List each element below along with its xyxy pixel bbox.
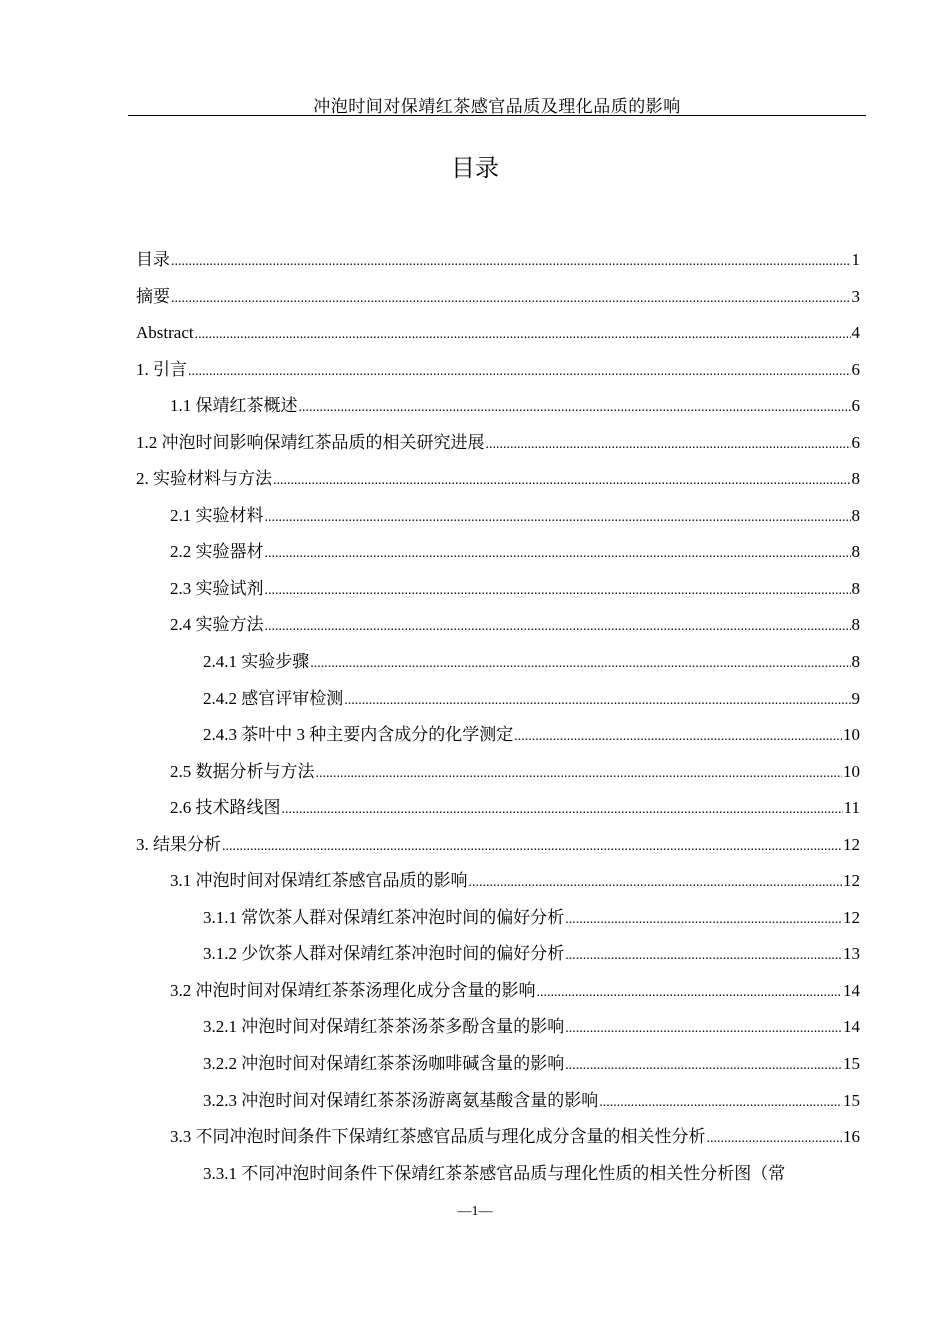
header-divider — [128, 115, 866, 116]
toc-leader-dots — [222, 827, 842, 866]
toc-entry[interactable] — [136, 607, 860, 644]
toc-leader-dots — [514, 717, 842, 756]
toc-entry[interactable] — [136, 352, 860, 389]
toc-entry-label: 2.5 数据分析与方法 — [170, 761, 315, 781]
toc-entry[interactable] — [136, 279, 860, 316]
toc-entry-page: 15 — [843, 1054, 860, 1074]
toc-entry-label: 3.3.1 不同冲泡时间条件下保靖红茶茶感官品质与理化性质的相关性分析图（常 — [203, 1163, 786, 1183]
toc-entry[interactable] — [136, 461, 860, 498]
toc-entry-page: 8 — [851, 505, 860, 525]
toc-leader-dots — [265, 498, 851, 537]
toc-leader-dots — [707, 1119, 843, 1158]
toc-entry-page: 14 — [843, 980, 860, 1000]
toc-entry-page: 16 — [843, 1127, 860, 1147]
toc-entry-page: 8 — [851, 652, 860, 672]
toc-leader-dots — [195, 315, 851, 354]
toc-entry-page: 9 — [851, 688, 860, 708]
toc-entry-page: 11 — [843, 798, 860, 818]
toc-entry-label: 1. 引言 — [136, 359, 187, 379]
toc-leader-dots — [344, 681, 850, 720]
toc-entry[interactable] — [136, 1156, 860, 1193]
toc-entry-page: 14 — [843, 1017, 860, 1037]
toc-leader-dots — [171, 242, 851, 281]
toc-entry-page: 8 — [851, 615, 860, 635]
toc-entry[interactable] — [136, 1046, 860, 1083]
toc-entry[interactable] — [136, 498, 860, 535]
toc-leader-dots — [273, 461, 851, 500]
toc-leader-dots — [265, 571, 851, 610]
toc-entry-page: 1 — [851, 250, 860, 269]
toc-entry[interactable] — [136, 242, 860, 279]
toc-entry[interactable] — [136, 571, 860, 608]
toc-entry-label: 2. 实验材料与方法 — [136, 469, 272, 489]
toc-entry[interactable] — [136, 534, 860, 571]
toc-leader-dots — [188, 352, 851, 391]
toc-entry[interactable] — [136, 973, 860, 1010]
toc-leader-dots — [469, 863, 843, 902]
toc-leader-dots — [565, 1046, 842, 1085]
toc-entry-page: 3 — [851, 286, 860, 306]
toc-entry-label: 1.2 冲泡时间影响保靖红茶品质的相关研究进展 — [136, 432, 485, 452]
toc-entry-label: 2.6 技术路线图 — [170, 798, 281, 818]
toc-entry-label: 摘要 — [136, 286, 170, 307]
toc-entry-label: 目录 — [136, 250, 170, 270]
toc-entry[interactable] — [136, 936, 860, 973]
toc-entry-page: 12 — [843, 834, 860, 854]
toc-leader-dots — [565, 900, 842, 939]
toc-entry-label: 3.1.2 少饮茶人群对保靖红茶冲泡时间的偏好分析 — [203, 944, 565, 964]
toc-entry-page: 12 — [843, 871, 860, 891]
toc-entry[interactable] — [136, 681, 860, 718]
toc-entry-label: Abstract — [136, 323, 194, 343]
toc-leader-dots — [565, 936, 842, 975]
toc-entry-label: 1.1 保靖红茶概述 — [170, 396, 298, 416]
toc-entry[interactable] — [136, 1083, 860, 1120]
toc-entry-page: 6 — [851, 396, 860, 416]
toc-leader-dots — [171, 279, 851, 318]
toc-entry-label: 3.1.1 常饮茶人群对保靖红茶冲泡时间的偏好分析 — [203, 907, 565, 927]
toc-leader-dots — [310, 644, 850, 683]
toc-entry-label: 2.4.3 茶叶中 3 种主要内含成分的化学测定 — [203, 725, 514, 745]
toc-entry[interactable] — [136, 754, 860, 791]
toc-entry[interactable] — [136, 900, 860, 937]
toc-entry-label: 3.2.3 冲泡时间对保靖红茶茶汤游离氨基酸含量的影响 — [203, 1090, 599, 1110]
running-header: 冲泡时间对保靖红茶感官品质及理化品质的影响 — [313, 97, 681, 116]
toc-leader-dots — [537, 973, 843, 1012]
toc-leader-dots — [316, 754, 843, 793]
toc-entry[interactable] — [136, 863, 860, 900]
toc-entry-label: 2.4 实验方法 — [170, 615, 264, 635]
toc-entry[interactable] — [136, 827, 860, 864]
toc-entry[interactable] — [136, 315, 860, 352]
toc-leader-dots — [265, 607, 851, 646]
toc-entry[interactable] — [136, 644, 860, 681]
toc-entry-page: 8 — [851, 469, 860, 489]
toc-entry-page: 6 — [851, 432, 860, 452]
toc-entry-label: 3.2.1 冲泡时间对保靖红茶茶汤茶多酚含量的影响 — [203, 1017, 565, 1037]
toc-entry-label: 2.1 实验材料 — [170, 505, 264, 525]
toc-entry-page: 13 — [843, 944, 860, 964]
toc-entry-label: 3. 结果分析 — [136, 834, 221, 854]
toc-leader-dots — [565, 1009, 842, 1048]
page-title: 目录 — [451, 154, 499, 182]
toc-entry-label: 2.2 实验器材 — [170, 542, 264, 562]
toc-entry[interactable] — [136, 388, 860, 425]
toc-entry[interactable] — [136, 790, 860, 827]
toc-entry-label: 3.2.2 冲泡时间对保靖红茶茶汤咖啡碱含量的影响 — [203, 1054, 565, 1074]
toc-entry-label: 2.3 实验试剂 — [170, 578, 264, 598]
toc-entry-page: 10 — [843, 725, 860, 745]
toc-entry[interactable] — [136, 425, 860, 462]
toc-leader-dots — [486, 425, 851, 464]
toc-entry-label: 3.2 冲泡时间对保靖红茶茶汤理化成分含量的影响 — [170, 980, 536, 1000]
toc-entry-label: 3.3 不同冲泡时间条件下保靖红茶感官品质与理化成分含量的相关性分析 — [170, 1127, 706, 1147]
toc-entry[interactable] — [136, 1009, 860, 1046]
page-number: —1— — [457, 1204, 493, 1219]
toc-entry-label: 3.1 冲泡时间对保靖红茶感官品质的影响 — [170, 871, 468, 891]
toc-entry-page: 15 — [843, 1090, 860, 1110]
toc-entry[interactable] — [136, 1119, 860, 1156]
toc-entry-page: 8 — [851, 578, 860, 598]
table-of-contents — [136, 242, 860, 1192]
toc-entry-label: 2.4.2 感官评审检测 — [203, 688, 344, 708]
toc-entry-label: 2.4.1 实验步骤 — [203, 652, 310, 672]
toc-entry-page: 10 — [843, 761, 860, 781]
toc-leader-dots — [599, 1083, 842, 1122]
toc-leader-dots — [265, 534, 851, 573]
toc-entry-page: 8 — [851, 542, 860, 562]
toc-entry-page: 6 — [851, 359, 860, 379]
toc-leader-dots — [282, 790, 843, 829]
toc-entry-page: 4 — [851, 323, 860, 343]
toc-leader-dots — [299, 388, 851, 427]
toc-entry[interactable] — [136, 717, 860, 754]
toc-entry-page: 12 — [843, 907, 860, 927]
